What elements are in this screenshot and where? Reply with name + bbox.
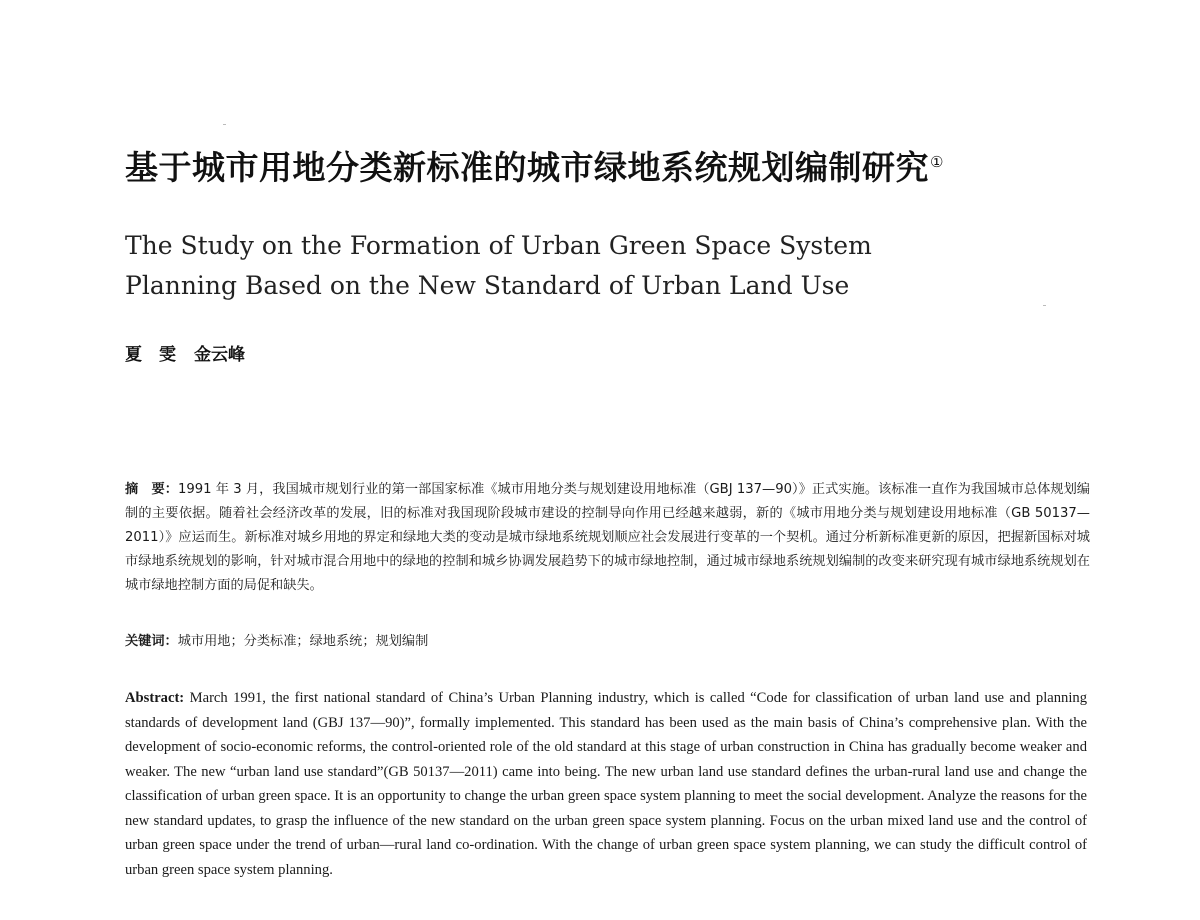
abstract-english-text: March 1991, the first national standard of China’s Urban Planning industry, which is called “Code for classification of urban land use and planning standards of development land (GBJ 137—90)”, formally implemented. This standard has been used as the main basis of China’s comprehensive plan. With the development of socio-economic reforms, the control-oriented role of the old standard at this stage of urban construction in China has gradually become weaker and weaker. The new “urban land use standard”(GB 50137—2011) came into being. The new urban land use standard defines the urban-rural land use and change the classification of urban green space. It is an opportunity to change the urban green space system planning to meet the social development. Analyze the reasons for the new standard updates, to grasp the influence of the new standard on the urban green space system planning. Focus on the urban mixed land use and the control of urban green space under the trend of urban—rural land co-ordination. With the change of urban green space system planning, we can study the difficult control of urban green space system planning. xyxy=(125,690,1087,878)
title-english-line-2: Planning Based on the New Standard of Urban Land Use xyxy=(125,271,850,300)
title-chinese xyxy=(125,143,1125,193)
title-chinese-text: 基于城市用地分类新标准的城市绿地系统规划编制研究 xyxy=(125,148,929,187)
title-english-line-1: The Study on the Formation of Urban Green Space System xyxy=(125,231,872,260)
abstract-chinese xyxy=(125,478,1090,598)
abstract-english xyxy=(125,686,1087,882)
abstract-english-label: Abstract: xyxy=(125,690,185,706)
author-list xyxy=(125,341,263,369)
keywords-chinese xyxy=(125,630,1090,654)
abstract-chinese-label: 摘 要： xyxy=(125,482,178,497)
author-2: 金云峰 xyxy=(194,345,245,365)
author-1: 夏 雯 xyxy=(125,345,176,365)
scan-speck xyxy=(223,124,226,125)
title-footnote-marker[interactable]: ① xyxy=(930,153,944,171)
keywords-label: 关键词： xyxy=(125,634,178,649)
keywords-text: 城市用地；分类标准；绿地系统；规划编制 xyxy=(177,634,429,649)
scan-speck xyxy=(1043,305,1046,306)
abstract-chinese-text: 1991 年 3 月，我国城市规划行业的第一部国家标准《城市用地分类与规划建设用地标准（GBJ 137—90）》正式实施。该标准一直作为我国城市总体规划编制的主要依据。随着社会经济改革的发展，旧的标准对我国现阶段城市建设的控制导向作用已经越来越弱，新的《城市用地分类与规划建设用地标准（GB 50137—2011）》应运而生。新标准对城乡用地的界定和绿地大类的变动是城市绿地系统规划顺应社会发展进行变革的一个契机。通过分析新标准更新的原因，把握新国标对城市绿地系统规划的影响，针对城市混合用地中的绿地的控制和城乡协调发展趋势下的城市绿地控制，通过城市绿地系统规划编制的改变来研究现有城市绿地系统规划在城市绿地控制方面的局促和缺失。 xyxy=(125,482,1090,593)
title-english xyxy=(125,226,1025,306)
